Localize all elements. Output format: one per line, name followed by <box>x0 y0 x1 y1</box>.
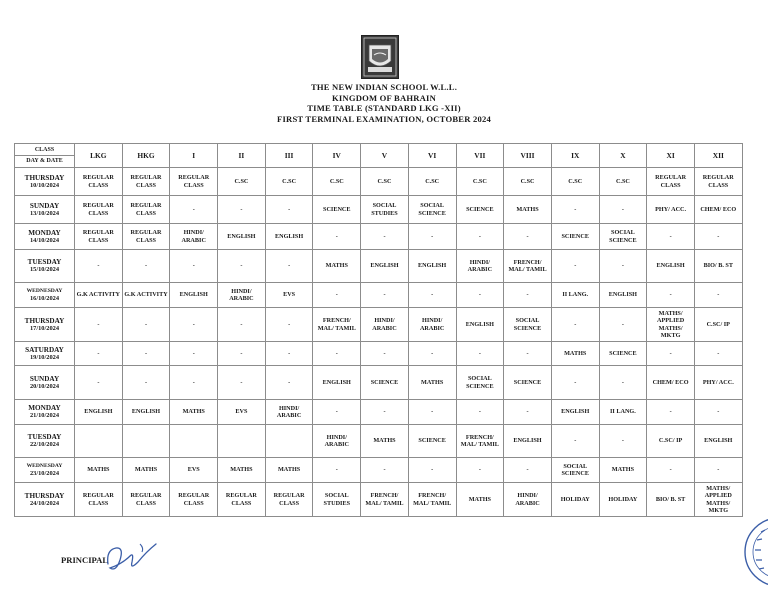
subject-cell: - <box>551 250 599 283</box>
subject-cell: REGULAR CLASS <box>218 483 266 517</box>
exam-title: FIRST TERMINAL EXAMINATION, OCTOBER 2024 <box>277 113 491 124</box>
table-row <box>15 250 743 283</box>
timetable-title: TIME TABLE (STANDARD LKG -XII) <box>307 103 461 113</box>
column-header: X <box>599 144 647 168</box>
subject-cell: HINDI/ ARABIC <box>361 308 409 342</box>
day-date-cell <box>15 458 75 483</box>
subject-cell: FRENCH/ MAL/ TAMIL <box>361 483 409 517</box>
subject-cell: ENGLISH <box>313 366 361 400</box>
subject-cell: ENGLISH <box>456 308 504 342</box>
corner-day-label: DAY & DATE <box>26 158 63 164</box>
subject-cell: - <box>170 196 218 224</box>
subject-cell: - <box>265 366 313 400</box>
corner-cell <box>15 144 75 168</box>
subject-cell: ENGLISH <box>504 425 552 458</box>
subject-cell: CHEM/ ECO <box>694 196 742 224</box>
subject-cell: SOCIAL SCIENCE <box>504 308 552 342</box>
day-label: SUNDAY <box>29 201 60 210</box>
subject-cell: REGULAR CLASS <box>647 168 695 196</box>
subject-cell: HINDI/ ARABIC <box>313 425 361 458</box>
subject-cell: - <box>551 366 599 400</box>
column-header: XII <box>694 144 742 168</box>
column-header: I <box>170 144 218 168</box>
column-header: IX <box>551 144 599 168</box>
subject-cell: - <box>75 366 123 400</box>
subject-cell: - <box>122 342 170 366</box>
subject-cell: - <box>265 342 313 366</box>
subject-cell: SCIENCE <box>408 425 456 458</box>
subject-cell: C.SC <box>313 168 361 196</box>
subject-cell: HINDI/ ARABIC <box>456 250 504 283</box>
day-date-cell <box>15 400 75 425</box>
subject-cell: - <box>504 224 552 250</box>
subject-cell: REGULAR CLASS <box>75 196 123 224</box>
subject-cell: - <box>456 400 504 425</box>
subject-cell: - <box>313 342 361 366</box>
subject-cell: - <box>694 283 742 308</box>
subject-cell: - <box>408 400 456 425</box>
subject-cell: SCIENCE <box>456 196 504 224</box>
column-header: II <box>218 144 266 168</box>
subject-cell: SOCIAL SCIENCE <box>599 224 647 250</box>
subject-cell: HINDI/ ARABIC <box>265 400 313 425</box>
subject-cell: MATHS <box>504 196 552 224</box>
subject-cell: - <box>504 283 552 308</box>
subject-cell: C.SC/ IP <box>694 308 742 342</box>
subject-cell <box>265 425 313 458</box>
subject-cell: REGULAR CLASS <box>694 168 742 196</box>
subject-cell: C.SC <box>599 168 647 196</box>
column-header: VI <box>408 144 456 168</box>
subject-cell: HOLIDAY <box>551 483 599 517</box>
subject-cell: BIO/ B. ST <box>694 250 742 283</box>
subject-cell: - <box>75 250 123 283</box>
day-label: WEDNESDAY <box>26 463 63 469</box>
subject-cell: SCIENCE <box>313 196 361 224</box>
day-date-cell <box>15 168 75 196</box>
subject-cell: MATHS <box>75 458 123 483</box>
subject-cell: G.K ACTIVITY <box>122 283 170 308</box>
subject-cell: C.SC <box>551 168 599 196</box>
subject-cell: - <box>265 196 313 224</box>
principal-signature <box>100 538 164 578</box>
subject-cell: PHY/ ACC. <box>694 366 742 400</box>
subject-cell: - <box>361 224 409 250</box>
day-label: SATURDAY <box>25 345 64 354</box>
subject-cell: - <box>647 224 695 250</box>
subject-cell: - <box>170 308 218 342</box>
subject-cell: SOCIAL SCIENCE <box>408 196 456 224</box>
subject-cell: - <box>551 308 599 342</box>
day-label: TUESDAY <box>27 433 62 441</box>
subject-cell: MATHS <box>313 250 361 283</box>
subject-cell: - <box>313 400 361 425</box>
subject-cell: - <box>694 400 742 425</box>
subject-cell: SCIENCE <box>599 342 647 366</box>
day-date-cell <box>15 283 75 308</box>
column-header: IV <box>313 144 361 168</box>
day-date-cell <box>15 425 75 458</box>
document-header <box>0 82 768 124</box>
subject-cell: - <box>218 308 266 342</box>
subject-cell: C.SC <box>218 168 266 196</box>
subject-cell: REGULAR CLASS <box>75 224 123 250</box>
subject-cell: REGULAR CLASS <box>122 483 170 517</box>
date-label: 19/10/2024 <box>29 353 60 361</box>
subject-cell: - <box>599 425 647 458</box>
subject-cell: MATHS <box>456 483 504 517</box>
subject-cell: C.SC <box>265 168 313 196</box>
subject-cell: - <box>456 283 504 308</box>
table-row <box>15 366 743 400</box>
subject-cell: HOLIDAY <box>599 483 647 517</box>
subject-cell: - <box>504 400 552 425</box>
subject-cell: REGULAR CLASS <box>170 483 218 517</box>
subject-cell: - <box>170 250 218 283</box>
day-label: WEDNESDAY <box>26 288 63 294</box>
day-label: MONDAY <box>28 228 61 237</box>
subject-cell: ENGLISH <box>75 400 123 425</box>
day-label: THURSDAY <box>24 491 65 500</box>
day-label: SUNDAY <box>29 374 60 383</box>
subject-cell: REGULAR CLASS <box>122 196 170 224</box>
subject-cell: - <box>647 400 695 425</box>
subject-cell: - <box>456 224 504 250</box>
subject-cell: - <box>265 308 313 342</box>
table-row <box>15 400 743 425</box>
subject-cell: ENGLISH <box>170 283 218 308</box>
subject-cell: MATHS <box>265 458 313 483</box>
subject-cell: ENGLISH <box>647 250 695 283</box>
subject-cell: - <box>599 308 647 342</box>
subject-cell: - <box>313 458 361 483</box>
subject-cell: C.SC <box>408 168 456 196</box>
corner-class-label: CLASS <box>15 145 74 156</box>
subject-cell: - <box>75 342 123 366</box>
subject-cell: HINDI/ ARABIC <box>504 483 552 517</box>
column-header: XI <box>647 144 695 168</box>
subject-cell: - <box>599 196 647 224</box>
subject-cell: SOCIAL SCIENCE <box>456 366 504 400</box>
subject-cell: FRENCH/ MAL/ TAMIL <box>313 308 361 342</box>
subject-cell: - <box>456 342 504 366</box>
table-row <box>15 224 743 250</box>
date-label: 23/10/2024 <box>29 470 60 477</box>
subject-cell: - <box>551 196 599 224</box>
day-date-cell <box>15 366 75 400</box>
subject-cell: - <box>694 342 742 366</box>
subject-cell: - <box>647 458 695 483</box>
subject-cell: MATHS <box>361 425 409 458</box>
subject-cell: CHEM/ ECO <box>647 366 695 400</box>
subject-cell: C.SC <box>456 168 504 196</box>
table-row <box>15 483 743 517</box>
subject-cell: EVS <box>265 283 313 308</box>
subject-cell: - <box>313 283 361 308</box>
subject-cell: - <box>122 250 170 283</box>
subject-cell: SCIENCE <box>361 366 409 400</box>
date-label: 15/10/2024 <box>29 266 60 273</box>
subject-cell: - <box>408 342 456 366</box>
column-header: VII <box>456 144 504 168</box>
table-row <box>15 342 743 366</box>
country-name: KINGDOM OF BAHRAIN <box>331 92 437 103</box>
subject-cell: HINDI/ ARABIC <box>408 308 456 342</box>
table-row <box>15 196 743 224</box>
subject-cell: - <box>361 342 409 366</box>
table-row <box>15 308 743 342</box>
subject-cell: - <box>218 366 266 400</box>
day-date-cell <box>15 483 75 517</box>
subject-cell: ENGLISH <box>218 224 266 250</box>
subject-cell: II LANG. <box>551 283 599 308</box>
subject-cell: FRENCH/ MAL/ TAMIL <box>456 425 504 458</box>
date-label: 21/10/2024 <box>29 412 60 419</box>
subject-cell: BIO/ B. ST <box>647 483 695 517</box>
subject-cell: EVS <box>170 458 218 483</box>
principal-label: PRINCIPAL <box>61 555 109 565</box>
subject-cell: ENGLISH <box>265 224 313 250</box>
subject-cell: - <box>408 283 456 308</box>
subject-cell: - <box>694 458 742 483</box>
subject-cell: - <box>408 458 456 483</box>
subject-cell: SCIENCE <box>504 366 552 400</box>
subject-cell: - <box>361 458 409 483</box>
day-date-cell <box>15 250 75 283</box>
subject-cell: REGULAR CLASS <box>265 483 313 517</box>
subject-cell: - <box>313 224 361 250</box>
subject-cell: SOCIAL STUDIES <box>313 483 361 517</box>
subject-cell: PHY/ ACC. <box>647 196 695 224</box>
subject-cell: REGULAR CLASS <box>75 168 123 196</box>
column-header: VIII <box>504 144 552 168</box>
subject-cell: MATHS <box>170 400 218 425</box>
subject-cell: EVS <box>218 400 266 425</box>
column-header: III <box>265 144 313 168</box>
date-label: 24/10/2024 <box>29 499 60 507</box>
date-label: 14/10/2024 <box>29 236 60 244</box>
subject-cell: G.K ACTIVITY <box>75 283 123 308</box>
subject-cell: - <box>647 283 695 308</box>
subject-cell: REGULAR CLASS <box>170 168 218 196</box>
subject-cell <box>75 425 123 458</box>
subject-cell: FRENCH/ MAL/ TAMIL <box>504 250 552 283</box>
subject-cell: REGULAR CLASS <box>122 224 170 250</box>
subject-cell: - <box>122 308 170 342</box>
day-label: MONDAY <box>28 404 61 412</box>
school-logo <box>361 35 399 79</box>
column-header: HKG <box>122 144 170 168</box>
column-header: LKG <box>75 144 123 168</box>
day-date-cell <box>15 224 75 250</box>
subject-cell: ENGLISH <box>408 250 456 283</box>
day-date-cell <box>15 342 75 366</box>
subject-cell: - <box>504 342 552 366</box>
column-header: V <box>361 144 409 168</box>
subject-cell: HINDI/ ARABIC <box>170 224 218 250</box>
subject-cell: ENGLISH <box>122 400 170 425</box>
subject-cell: ENGLISH <box>599 283 647 308</box>
subject-cell: SCIENCE <box>551 224 599 250</box>
subject-cell: ENGLISH <box>551 400 599 425</box>
subject-cell: REGULAR CLASS <box>122 168 170 196</box>
date-label: 16/10/2024 <box>29 295 60 302</box>
subject-cell: SOCIAL STUDIES <box>361 196 409 224</box>
table-row <box>15 458 743 483</box>
subject-cell: - <box>551 425 599 458</box>
date-label: 13/10/2024 <box>29 209 60 217</box>
subject-cell: - <box>599 366 647 400</box>
day-label: THURSDAY <box>24 173 65 182</box>
table-row <box>15 168 743 196</box>
subject-cell: MATHS <box>599 458 647 483</box>
day-label: THURSDAY <box>24 316 65 325</box>
subject-cell: ENGLISH <box>361 250 409 283</box>
subject-cell: MATHS <box>551 342 599 366</box>
school-stamp <box>741 514 768 590</box>
date-label: 20/10/2024 <box>29 382 60 390</box>
school-name: THE NEW INDIAN SCHOOL W.L.L. <box>310 82 458 92</box>
day-date-cell <box>15 308 75 342</box>
table-row <box>15 283 743 308</box>
date-label: 22/10/2024 <box>29 441 60 448</box>
subject-cell: - <box>75 308 123 342</box>
subject-cell: C.SC <box>504 168 552 196</box>
subject-cell: ENGLISH <box>694 425 742 458</box>
date-label: 10/10/2024 <box>29 181 60 189</box>
subject-cell: - <box>361 283 409 308</box>
subject-cell: - <box>361 400 409 425</box>
subject-cell: - <box>218 196 266 224</box>
subject-cell: - <box>456 458 504 483</box>
subject-cell: MATHS <box>408 366 456 400</box>
table-header-row <box>15 144 743 168</box>
subject-cell: HINDI/ ARABIC <box>218 283 266 308</box>
table-row <box>15 425 743 458</box>
subject-cell: - <box>218 342 266 366</box>
subject-cell: II LANG. <box>599 400 647 425</box>
subject-cell <box>218 425 266 458</box>
subject-cell: SOCIAL SCIENCE <box>551 458 599 483</box>
subject-cell: - <box>408 224 456 250</box>
subject-cell: - <box>504 458 552 483</box>
subject-cell: - <box>170 366 218 400</box>
subject-cell: C.SC/ IP <box>647 425 695 458</box>
date-label: 17/10/2024 <box>29 324 60 332</box>
subject-cell: - <box>265 250 313 283</box>
exam-timetable <box>14 143 743 517</box>
subject-cell: - <box>647 342 695 366</box>
subject-cell: MATHS/ APPLIED MATHS/ MKTG <box>647 308 695 342</box>
day-date-cell <box>15 196 75 224</box>
subject-cell: MATHS <box>122 458 170 483</box>
subject-cell <box>170 425 218 458</box>
subject-cell: MATHS/ APPLIED MATHS/ MKTG <box>694 483 742 517</box>
subject-cell: - <box>170 342 218 366</box>
subject-cell: - <box>694 224 742 250</box>
subject-cell: - <box>122 366 170 400</box>
subject-cell: - <box>218 250 266 283</box>
subject-cell: MATHS <box>218 458 266 483</box>
subject-cell <box>122 425 170 458</box>
subject-cell: FRENCH/ MAL/ TAMIL <box>408 483 456 517</box>
subject-cell: C.SC <box>361 168 409 196</box>
subject-cell: REGULAR CLASS <box>75 483 123 517</box>
subject-cell: - <box>599 250 647 283</box>
day-label: TUESDAY <box>27 258 62 266</box>
